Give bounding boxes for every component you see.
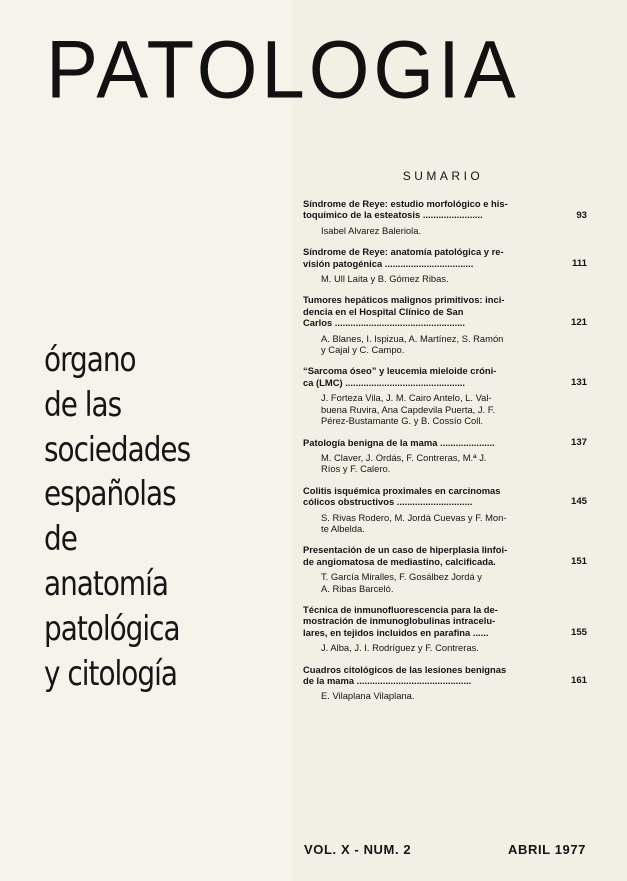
page-number: 151 — [570, 555, 587, 567]
page-number: 155 — [570, 626, 587, 638]
subtitle-line: patológica — [44, 608, 180, 649]
article-authors: T. García Miralles, F. Gosálbez Jordá y A. Ribas Barceló. — [321, 571, 482, 594]
subtitle-line: españolas — [44, 474, 176, 515]
article-title: “Sarcoma óseo” y leucemia mieloide cróni- ca (LMC) .............................................. — [303, 365, 497, 388]
article-authors: A. Blanes, I. Ispizua, A. Martínez, S. Ramón y Cajal y C. Campo. — [321, 332, 504, 356]
table-of-contents — [303, 198, 585, 712]
page-number: 137 — [570, 436, 587, 448]
toc-entry — [303, 246, 585, 284]
subtitle-line: anatomía — [44, 563, 168, 604]
subtitle-line: y citología — [44, 653, 177, 694]
toc-entry — [303, 664, 585, 702]
page-number: 145 — [570, 496, 587, 508]
toc-entry — [303, 198, 585, 236]
article-title: Presentación de un caso de hiperplasia linfoi- de angiomatosa de mediastino, calcificada. — [303, 544, 508, 567]
article-authors: M. Ull Laita y B. Gómez Ribas. — [321, 273, 449, 285]
page-number: 93 — [576, 209, 587, 221]
sumario-heading: SUMARIO — [402, 169, 484, 183]
journal-subtitle — [44, 338, 284, 696]
page-number: 161 — [570, 675, 587, 687]
article-title: Patología benigna de la mama ..................... — [303, 436, 495, 448]
article-title: Síndrome de Reye: estudio morfológico e his- toquímico de la esteatosis ....................... — [303, 198, 508, 221]
toc-entry — [303, 437, 585, 475]
article-authors: S. Rivas Rodero, M. Jordá Cuevas y F. Mon- te Albelda. — [321, 511, 507, 534]
page-number: 111 — [572, 257, 587, 269]
article-authors: Isabel Alvarez Baleriola. — [321, 224, 422, 236]
volume-number: VOL. X - NUM. 2 — [304, 842, 412, 857]
toc-entry — [303, 485, 585, 535]
issue-date: ABRIL 1977 — [508, 842, 587, 857]
journal-title: PATOLOGIA — [46, 23, 520, 116]
toc-entry — [303, 544, 585, 594]
page-number: 121 — [570, 317, 587, 329]
subtitle-line: órgano — [44, 340, 136, 380]
page-number: 131 — [570, 377, 587, 389]
subtitle-line: de — [44, 519, 77, 560]
article-title: Cuadros citológicos de las lesiones benignas de la mama ............................................ — [303, 663, 507, 686]
toc-entry — [303, 365, 585, 426]
article-title: Colitis isquémica proximales en carcinomas cólicos obstructivos ............................. — [303, 484, 501, 508]
article-authors: J. Forteza Vila, J. M. Cairo Antelo, L. Val- buena Ruvira, Ana Capdevila Puerta, J. F. Pérez-Bustamante G. y B. Cossío Coll. — [321, 392, 496, 427]
article-authors: E. Vilaplana Vilaplana. — [321, 690, 415, 702]
article-title: Tumores hepáticos malignos primitivos: inci- dencia en el Hospital Clínico de San Carlos .................................................. — [303, 294, 505, 329]
toc-entry — [303, 604, 585, 654]
article-authors: J. Alba, J. I. Rodríguez y F. Contreras. — [321, 642, 479, 654]
article-title: Técnica de inmunofluorescencia para la de- mostración de inmunoglobulinas intracelu- lares, en tejidos incluidos en parafina ...... — [303, 603, 498, 638]
subtitle-line: de las — [44, 384, 122, 425]
article-title: Síndrome de Reye: anatomía patológica y re- visión patogénica .................................. — [303, 246, 504, 269]
article-authors: M. Claver, J. Ordás, F. Contreras, M.ª J. Ríos y F. Calero. — [321, 451, 487, 475]
subtitle-line: sociedades — [44, 429, 191, 470]
toc-entry — [303, 294, 585, 355]
